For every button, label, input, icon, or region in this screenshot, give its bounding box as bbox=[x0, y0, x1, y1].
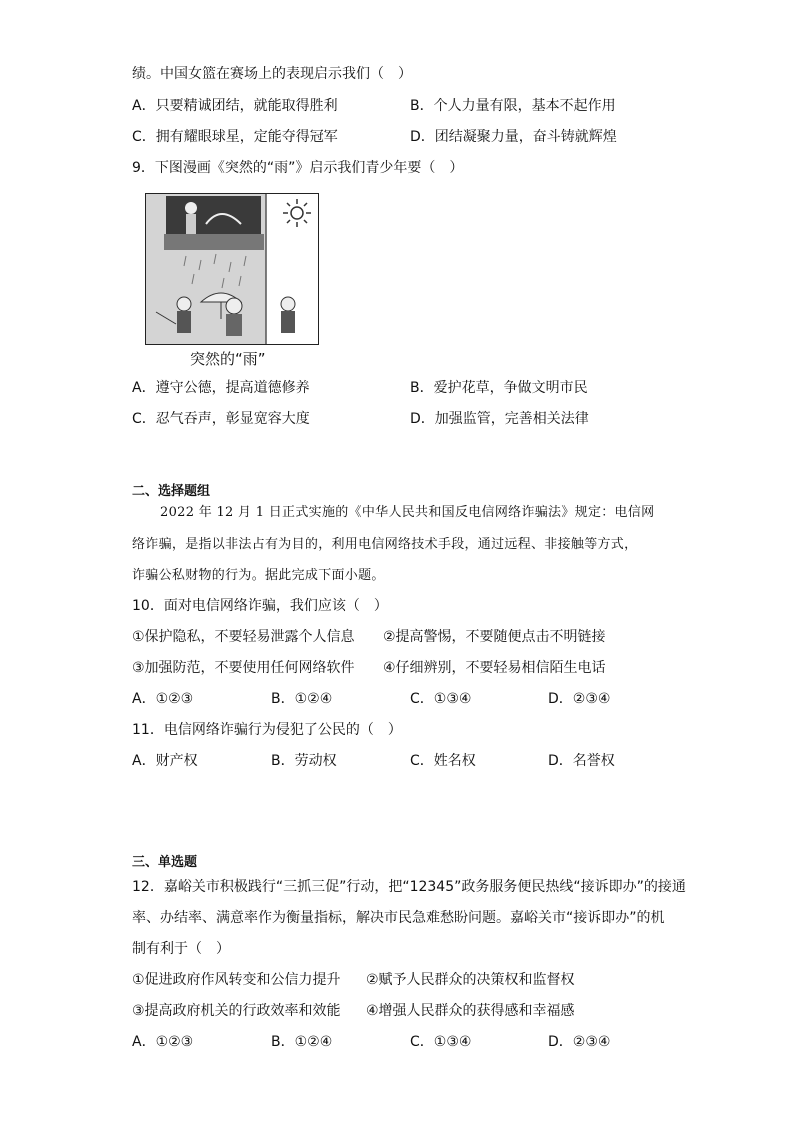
q10-item-3: ③加强防范，不要使用任何网络软件 bbox=[132, 660, 355, 676]
q12-option-d: D．②③④ bbox=[548, 1034, 611, 1050]
q10-option-a: A．①②③ bbox=[132, 691, 194, 707]
q11-option-d: D．名誉权 bbox=[548, 753, 615, 769]
q10-option-b: B．①②④ bbox=[271, 691, 333, 707]
q12-option-a: A．①②③ bbox=[132, 1034, 194, 1050]
q12-stem-line-1: 12．嘉峪关市积极践行“三抓三促”行动，把“12345”政务服务便民热线“接诉即办”的接通 bbox=[132, 879, 686, 895]
q10-item-4: ④仔细辨别，不要轻易相信陌生电话 bbox=[383, 660, 606, 676]
passage-line-2: 络诈骗，是指以非法占有为目的，利用电信网络技术手段，通过远程、非接触等方式， bbox=[132, 537, 638, 552]
q11-option-a: A．财产权 bbox=[132, 753, 198, 769]
q11-option-b: B．劳动权 bbox=[271, 753, 337, 769]
q8-stem: 绩。中国女篮在赛场上的表现启示我们（ ） bbox=[132, 66, 412, 82]
sun-icon bbox=[282, 198, 312, 228]
q12-stem-line-2: 率、办结率、满意率作为衡量指标，解决市民急难愁盼问题。嘉峪关市“接诉即办”的机 bbox=[132, 910, 665, 926]
q9-option-c: C．忍气吞声，彰显宽容大度 bbox=[132, 411, 310, 427]
q8-option-a: A．只要精诚团结，就能取得胜利 bbox=[132, 98, 338, 114]
q9-option-b: B．爱护花草，争做文明市民 bbox=[410, 380, 588, 396]
q10-item-1: ①保护隐私，不要轻易泄露个人信息 bbox=[132, 629, 355, 645]
q10-option-d: D．②③④ bbox=[548, 691, 611, 707]
q8-option-c: C．拥有耀眼球星，定能夺得冠军 bbox=[132, 129, 338, 145]
q12-item-3: ③提高政府机关的行政效率和效能 bbox=[132, 1003, 341, 1019]
passage-line-3: 诈骗公私财物的行为。据此完成下面小题。 bbox=[132, 568, 385, 583]
section3-heading: 三、单选题 bbox=[132, 855, 198, 870]
q9-option-a: A．遵守公德，提高道德修养 bbox=[132, 380, 310, 396]
q12-stem-line-3: 制有利于（ ） bbox=[132, 941, 230, 957]
comic-caption: 突然的“雨” bbox=[190, 350, 266, 368]
passage-line-1: 2022 年 12 月 1 日正式实施的《中华人民共和国反电信网络诈骗法》规定：电信网 bbox=[160, 505, 655, 520]
q10-option-c: C．①③④ bbox=[410, 691, 472, 707]
q9-stem: 9．下图漫画《突然的“雨”》启示我们青少年要（ ） bbox=[132, 160, 464, 176]
q10-item-2: ②提高警惕，不要随便点击不明链接 bbox=[383, 629, 606, 645]
q12-option-b: B．①②④ bbox=[271, 1034, 333, 1050]
q12-item-2: ②赋予人民群众的决策权和监督权 bbox=[366, 972, 575, 988]
q12-item-4: ④增强人民群众的获得感和幸福感 bbox=[366, 1003, 575, 1019]
q11-stem: 11．电信网络诈骗行为侵犯了公民的（ ） bbox=[132, 722, 402, 738]
q12-option-c: C．①③④ bbox=[410, 1034, 472, 1050]
q10-stem: 10．面对电信网络诈骗，我们应该（ ） bbox=[132, 598, 388, 614]
q12-item-1: ①促进政府作风转变和公信力提升 bbox=[132, 972, 341, 988]
q8-option-d: D．团结凝聚力量，奋斗铸就辉煌 bbox=[410, 129, 617, 145]
q11-option-c: C．姓名权 bbox=[410, 753, 476, 769]
section2-heading: 二、选择题组 bbox=[132, 484, 211, 499]
q9-option-d: D．加强监管，完善相关法律 bbox=[410, 411, 589, 427]
q8-option-b: B．个人力量有限，基本不起作用 bbox=[410, 98, 616, 114]
